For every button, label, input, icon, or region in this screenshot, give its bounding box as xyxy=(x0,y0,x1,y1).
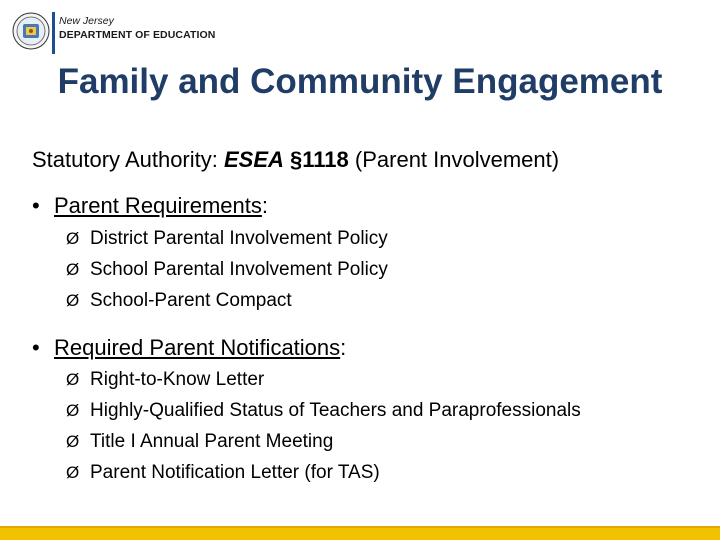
list-item xyxy=(66,400,581,422)
arrow-bullet-icon: Ø xyxy=(66,229,80,248)
list-item xyxy=(66,369,264,391)
arrow-bullet-icon: Ø xyxy=(66,370,80,389)
bullet-parent-requirements xyxy=(32,193,268,219)
bullet-heading: Parent Requirements xyxy=(54,193,262,218)
list-item-text: Parent Notification Letter (for TAS) xyxy=(90,462,380,483)
arrow-bullet-icon: Ø xyxy=(66,291,80,310)
statute-section: §1118 xyxy=(283,147,349,172)
footer-accent-bar xyxy=(0,526,720,540)
statute-suffix: (Parent Involvement) xyxy=(348,147,560,172)
state-name: New Jersey xyxy=(59,15,114,27)
bullet-icon: • xyxy=(32,335,40,360)
statutory-authority xyxy=(32,147,559,173)
list-item-text: Title I Annual Parent Meeting xyxy=(90,431,334,452)
state-seal-icon xyxy=(12,12,50,50)
arrow-bullet-icon: Ø xyxy=(66,401,80,420)
arrow-bullet-icon: Ø xyxy=(66,260,80,279)
statute-prefix: Statutory Authority: xyxy=(32,147,224,172)
list-item-text: School Parental Involvement Policy xyxy=(90,259,388,280)
department-name: DEPARTMENT OF EDUCATION xyxy=(59,29,216,41)
list-item xyxy=(66,462,380,484)
bullet-colon: : xyxy=(261,193,269,218)
department-label xyxy=(59,12,216,42)
list-item-text: Highly-Qualified Status of Teachers and Paraprofessionals xyxy=(90,400,581,421)
list-item-text: Right-to-Know Letter xyxy=(90,369,265,390)
statute-act: ESEA xyxy=(223,147,284,172)
list-item xyxy=(66,290,292,312)
list-item-text: District Parental Involvement Policy xyxy=(90,228,388,249)
arrow-bullet-icon: Ø xyxy=(66,463,80,482)
bullet-required-notifications xyxy=(32,335,346,361)
list-item xyxy=(66,431,333,453)
list-item-text: School-Parent Compact xyxy=(90,290,292,311)
list-item xyxy=(66,228,388,250)
list-item xyxy=(66,259,388,281)
bullet-colon: : xyxy=(340,335,347,360)
header-divider xyxy=(52,12,55,54)
arrow-bullet-icon: Ø xyxy=(66,432,80,451)
slide-title: Family and Community Engagement xyxy=(57,62,663,101)
bullet-icon: • xyxy=(32,193,40,218)
nj-doe-header xyxy=(12,12,216,56)
bullet-heading: Required Parent Notifications xyxy=(54,335,341,360)
